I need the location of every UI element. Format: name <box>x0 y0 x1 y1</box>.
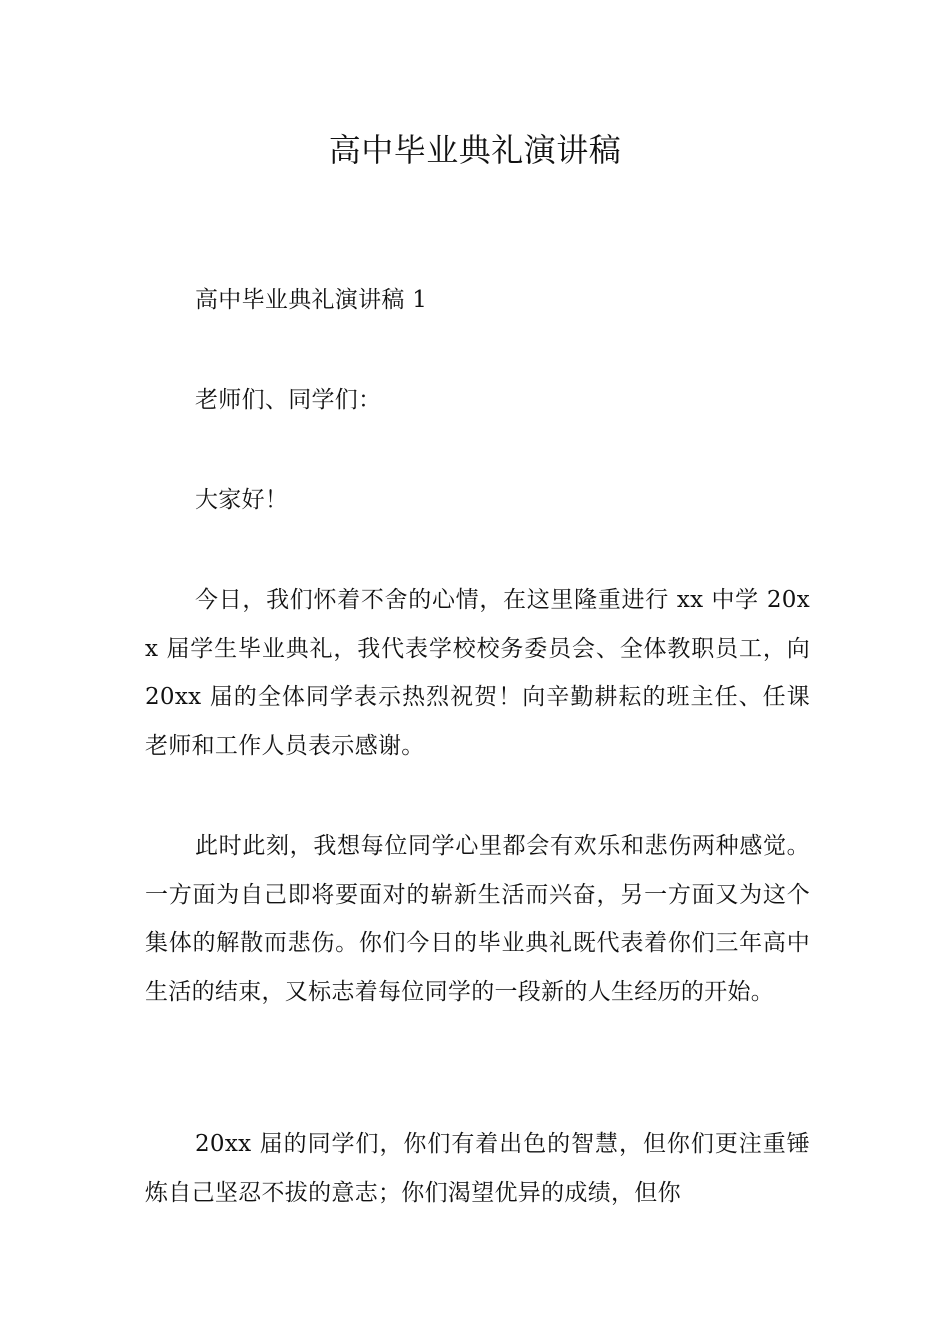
salutation-paragraph: 老师们、同学们： <box>195 387 382 413</box>
speech-subtitle: 高中毕业典礼演讲稿 1 <box>195 287 428 313</box>
body-paragraph-3: 20xx 届的同学们，你们有着出色的智慧，但你们更注重锤炼自己坚忍不拔的意志；你们渴望优异的成绩，但你 <box>145 1131 810 1206</box>
body-paragraph-1: 今日，我们怀着不舍的心情，在这里隆重进行 xx 中学 20xx 届学生毕业典礼，我代表学校校务委员会、全体教职员工，向 20xx 届的全体同学表示热烈祝贺！向辛勤耕耘的班主任、任课老师和工作人员表示感谢。 <box>145 587 810 759</box>
document-title: 高中毕业典礼演讲稿 <box>328 131 622 169</box>
body-paragraph-2: 此时此刻，我想每位同学心里都会有欢乐和悲伤两种感觉。一方面为自己即将要面对的崭新生活而兴奋，另一方面又为这个集体的解散而悲伤。你们今日的毕业典礼既代表着你们三年高中生活的结束，又标志着每位同学的一段新的人生经历的开始。 <box>145 833 810 1005</box>
greeting-paragraph: 大家好！ <box>195 487 289 513</box>
